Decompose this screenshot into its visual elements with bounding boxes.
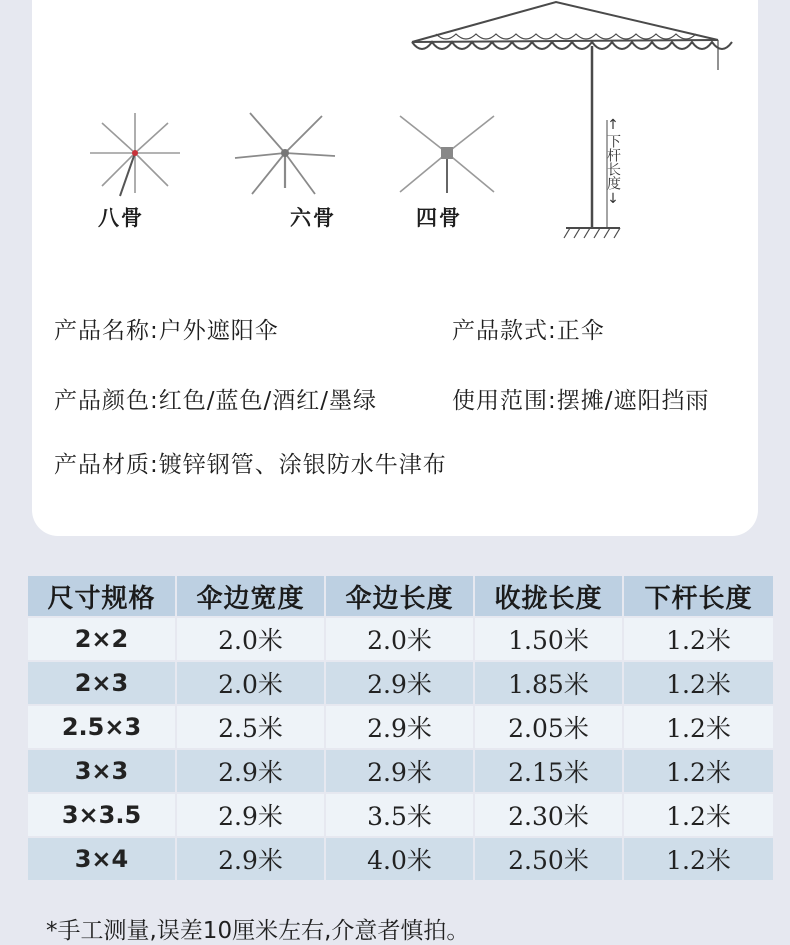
table-header-row — [28, 576, 773, 616]
cell-folded-length: 2.15米 — [475, 750, 624, 792]
eight-rib-label: 八骨 — [98, 206, 144, 230]
cell-folded-length: 1.50米 — [475, 618, 624, 660]
cell-edge-length: 2.0米 — [326, 618, 475, 660]
header-pole-length: 下杆长度 — [624, 576, 773, 616]
arrow-down-icon: ↓ — [607, 191, 619, 207]
cell-size: 2.5×3 — [28, 706, 177, 748]
cell-size: 3×3.5 — [28, 794, 177, 836]
table-row — [28, 838, 773, 880]
spec-product-style: 产品款式:正伞 — [452, 318, 605, 344]
cell-folded-length: 2.05米 — [475, 706, 624, 748]
cell-pole-length: 1.2米 — [624, 618, 773, 660]
table-row — [28, 618, 773, 660]
frame-diagrams — [32, 0, 758, 270]
cell-edge-length: 3.5米 — [326, 794, 475, 836]
header-folded-length: 收拢长度 — [475, 576, 624, 616]
product-info-card — [32, 0, 758, 536]
cell-pole-length: 1.2米 — [624, 794, 773, 836]
cell-edge-length: 4.0米 — [326, 838, 475, 880]
cell-pole-length: 1.2米 — [624, 750, 773, 792]
cell-pole-length: 1.2米 — [624, 706, 773, 748]
six-rib-frame-icon — [230, 108, 340, 198]
cell-folded-length: 1.85米 — [475, 662, 624, 704]
cell-edge-width: 2.0米 — [177, 618, 326, 660]
header-edge-width: 伞边宽度 — [177, 576, 326, 616]
cell-size: 2×2 — [28, 618, 177, 660]
spec-product-color: 产品颜色:红色/蓝色/酒红/墨绿 — [54, 388, 377, 414]
table-row — [28, 706, 773, 748]
cell-edge-length: 2.9米 — [326, 750, 475, 792]
cell-size: 3×4 — [28, 838, 177, 880]
spec-material: 产品材质:镀锌钢管、涂银防水牛津布 — [54, 452, 447, 478]
pole-length-annotation — [604, 116, 622, 208]
six-rib-label: 六骨 — [290, 206, 336, 230]
cell-folded-length: 2.30米 — [475, 794, 624, 836]
cell-size: 2×3 — [28, 662, 177, 704]
umbrella-diagram-icon — [406, 0, 746, 250]
cell-edge-width: 2.9米 — [177, 838, 326, 880]
header-edge-length: 伞边长度 — [326, 576, 475, 616]
four-rib-label: 四骨 — [416, 206, 462, 230]
measurement-note: *手工测量,误差10厘米左右,介意者慎拍。 — [46, 918, 470, 944]
cell-edge-width: 2.5米 — [177, 706, 326, 748]
cell-edge-length: 2.9米 — [326, 706, 475, 748]
size-table — [28, 574, 773, 882]
cell-edge-length: 2.9米 — [326, 662, 475, 704]
cell-edge-width: 2.9米 — [177, 794, 326, 836]
table-row — [28, 794, 773, 836]
table-row — [28, 662, 773, 704]
table-row — [28, 750, 773, 792]
cell-size: 3×3 — [28, 750, 177, 792]
cell-folded-length: 2.50米 — [475, 838, 624, 880]
eight-rib-frame-icon — [80, 108, 190, 198]
cell-pole-length: 1.2米 — [624, 662, 773, 704]
cell-edge-width: 2.9米 — [177, 750, 326, 792]
cell-pole-length: 1.2米 — [624, 838, 773, 880]
pole-length-label: 下杆长度 — [605, 134, 621, 190]
cell-edge-width: 2.0米 — [177, 662, 326, 704]
arrow-up-icon: ↑ — [607, 117, 619, 133]
spec-product-name: 产品名称:户外遮阳伞 — [54, 318, 279, 344]
header-size: 尺寸规格 — [28, 576, 177, 616]
spec-usage: 使用范围:摆摊/遮阳挡雨 — [452, 388, 710, 414]
